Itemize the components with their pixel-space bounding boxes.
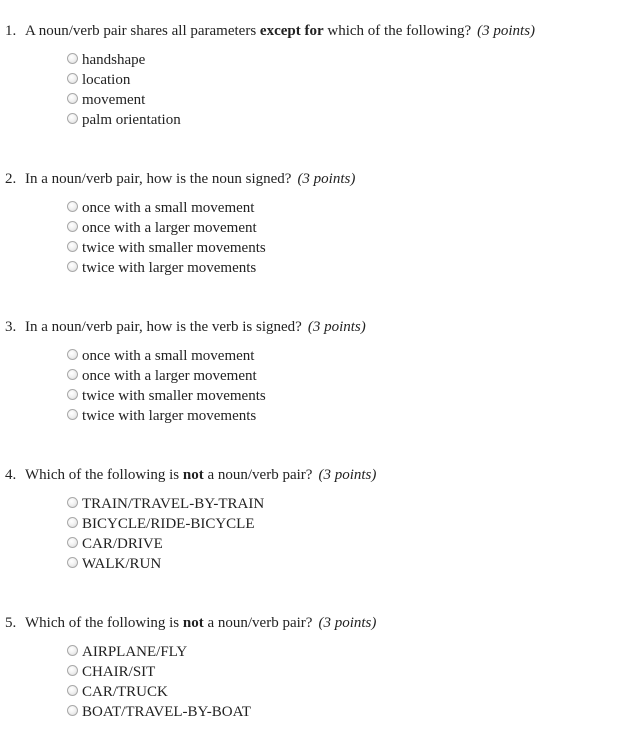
question-prompt xyxy=(5,613,376,633)
radio-button[interactable] xyxy=(67,53,78,64)
option-label[interactable]: once with a larger movement xyxy=(82,220,257,236)
answer-options xyxy=(67,50,181,130)
question-points: (3 points) xyxy=(477,23,536,39)
answer-option[interactable] xyxy=(67,70,181,90)
option-label[interactable]: WALK/RUN xyxy=(82,556,162,572)
option-label[interactable]: twice with larger movements xyxy=(82,408,257,424)
radio-button[interactable] xyxy=(67,241,78,252)
answer-option[interactable] xyxy=(67,494,264,514)
question-text: Which of the following is not a noun/verb pair? xyxy=(25,467,313,483)
option-label[interactable]: palm orientation xyxy=(82,112,181,128)
option-label[interactable]: CAR/DRIVE xyxy=(82,536,163,552)
radio-button[interactable] xyxy=(67,113,78,124)
question-text: A noun/verb pair shares all parameters except for which of the following? xyxy=(25,23,472,39)
answer-option[interactable] xyxy=(67,554,264,574)
question-prompt xyxy=(5,465,376,485)
answer-option[interactable] xyxy=(67,198,266,218)
answer-options xyxy=(67,494,264,574)
question-points: (3 points) xyxy=(297,171,356,187)
answer-option[interactable] xyxy=(67,258,266,278)
radio-button[interactable] xyxy=(67,517,78,528)
answer-option[interactable] xyxy=(67,386,266,406)
option-label[interactable]: CAR/TRUCK xyxy=(82,684,168,700)
radio-button[interactable] xyxy=(67,685,78,696)
question-points: (3 points) xyxy=(318,467,377,483)
radio-button[interactable] xyxy=(67,645,78,656)
option-label[interactable]: BICYCLE/RIDE-BICYCLE xyxy=(82,516,255,532)
question-text: In a noun/verb pair, how is the verb is signed? xyxy=(25,319,302,335)
question-points: (3 points) xyxy=(307,319,366,335)
question-prompt xyxy=(5,317,366,337)
answer-option[interactable] xyxy=(67,110,181,130)
radio-button[interactable] xyxy=(67,497,78,508)
radio-button[interactable] xyxy=(67,201,78,212)
answer-option[interactable] xyxy=(67,50,181,70)
answer-option[interactable] xyxy=(67,346,266,366)
radio-button[interactable] xyxy=(67,73,78,84)
radio-button[interactable] xyxy=(67,221,78,232)
radio-button[interactable] xyxy=(67,389,78,400)
option-label[interactable]: TRAIN/TRAVEL-BY-TRAIN xyxy=(82,496,265,512)
radio-button[interactable] xyxy=(67,369,78,380)
radio-button[interactable] xyxy=(67,665,78,676)
question-points: (3 points) xyxy=(318,615,377,631)
question-prompt xyxy=(5,21,535,41)
option-label[interactable]: once with a small movement xyxy=(82,200,255,216)
question-text: Which of the following is not a noun/verb pair? xyxy=(25,615,313,631)
radio-button[interactable] xyxy=(67,537,78,548)
answer-options xyxy=(67,346,266,426)
option-label[interactable]: handshape xyxy=(82,52,146,68)
question-prompt xyxy=(5,169,355,189)
answer-option[interactable] xyxy=(67,682,251,702)
option-label[interactable]: AIRPLANE/FLY xyxy=(82,644,188,660)
answer-option[interactable] xyxy=(67,366,266,386)
option-label[interactable]: twice with larger movements xyxy=(82,260,257,276)
question-number: 3. xyxy=(5,319,17,335)
answer-options xyxy=(67,642,251,722)
option-label[interactable]: movement xyxy=(82,92,146,108)
answer-option[interactable] xyxy=(67,514,264,534)
option-label[interactable]: twice with smaller movements xyxy=(82,388,266,404)
radio-button[interactable] xyxy=(67,93,78,104)
answer-option[interactable] xyxy=(67,90,181,110)
option-label[interactable]: location xyxy=(82,72,131,88)
question-number: 4. xyxy=(5,467,17,483)
question-number: 5. xyxy=(5,615,17,631)
option-label[interactable]: CHAIR/SIT xyxy=(82,664,156,680)
radio-button[interactable] xyxy=(67,349,78,360)
answer-option[interactable] xyxy=(67,702,251,722)
question-text: In a noun/verb pair, how is the noun signed? xyxy=(25,171,292,187)
answer-option[interactable] xyxy=(67,662,251,682)
question-number: 2. xyxy=(5,171,17,187)
answer-option[interactable] xyxy=(67,238,266,258)
answer-option[interactable] xyxy=(67,218,266,238)
radio-button[interactable] xyxy=(67,705,78,716)
option-label[interactable]: BOAT/TRAVEL-BY-BOAT xyxy=(82,704,251,720)
answer-option[interactable] xyxy=(67,642,251,662)
question-number: 1. xyxy=(5,23,17,39)
radio-button[interactable] xyxy=(67,409,78,420)
answer-option[interactable] xyxy=(67,406,266,426)
radio-button[interactable] xyxy=(67,557,78,568)
option-label[interactable]: once with a larger movement xyxy=(82,368,257,384)
option-label[interactable]: once with a small movement xyxy=(82,348,255,364)
option-label[interactable]: twice with smaller movements xyxy=(82,240,266,256)
answer-option[interactable] xyxy=(67,534,264,554)
answer-options xyxy=(67,198,266,278)
radio-button[interactable] xyxy=(67,261,78,272)
